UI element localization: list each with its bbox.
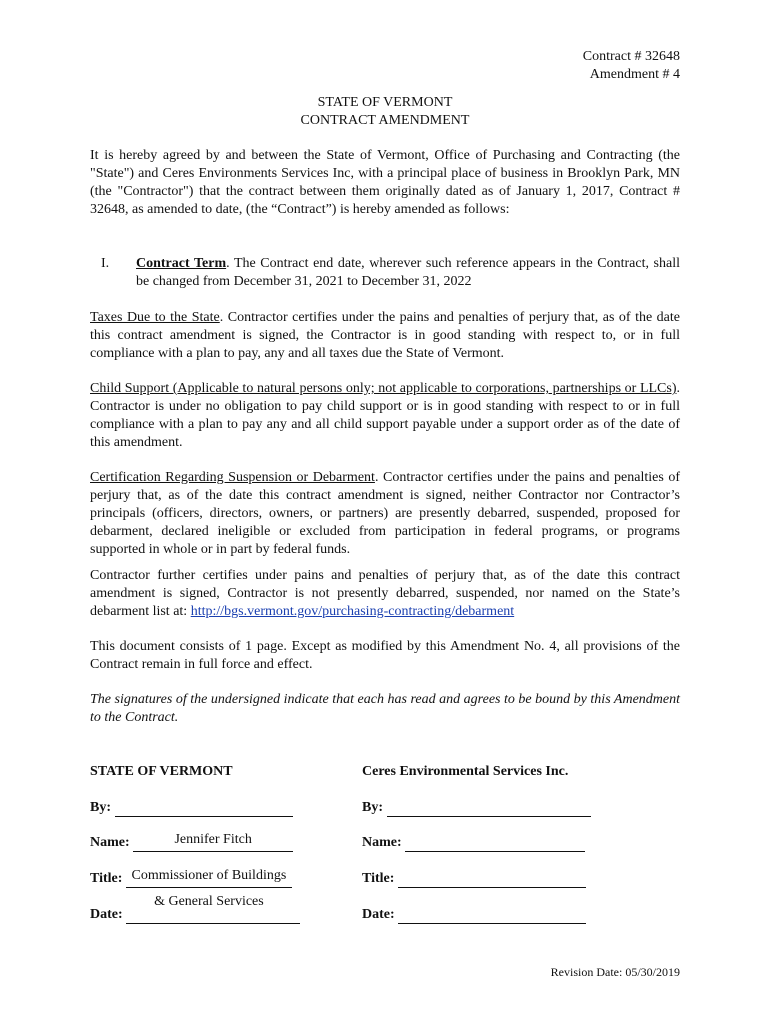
signatures-note: The signatures of the undersigned indicate that each has read and agrees to be bound by this Amendment to the Contract. <box>90 692 680 725</box>
contractor-name-row <box>362 834 585 852</box>
further-certification-paragraph <box>90 567 680 621</box>
contractor-title-line[interactable] <box>398 873 586 888</box>
certification-heading: Certification Regarding Suspension or Debarment <box>90 470 375 485</box>
document-title <box>0 94 770 130</box>
contract-header <box>583 48 680 84</box>
contractor-name-label: Name: <box>362 835 402 850</box>
intro-paragraph: It is hereby agreed by and between the State of Vermont, Office of Purchasing and Contracting (the "State") and Ceres Environments Services Inc, with a principal place of business in Brooklyn Park, MN (the "Contractor") that the contract between them originally dated as of January 1, 2017, Contract # 32648, as amended to date, (the “Contract”) is hereby amended as follows: <box>90 148 680 217</box>
state-party-label: STATE OF VERMONT <box>90 764 233 779</box>
taxes-heading: Taxes Due to the State <box>90 310 220 325</box>
contractor-date-row <box>362 906 586 924</box>
revision-date: Revision Date: 05/30/2019 <box>550 965 680 979</box>
contractor-name-line[interactable] <box>405 837 585 852</box>
state-name-value: Jennifer Fitch <box>174 832 252 847</box>
title-line-1: STATE OF VERMONT <box>317 95 453 110</box>
contractor-by-label: By: <box>362 800 383 815</box>
child-support-heading: Child Support (Applicable to natural persons only; not applicable to corporations, partnerships or LLCs) <box>90 381 677 396</box>
state-date-line[interactable] <box>126 909 300 924</box>
consists-paragraph: This document consists of 1 page. Except as modified by this Amendment No. 4, all provisions of the Contract remain in full force and effect. <box>90 639 680 672</box>
state-title-label: Title: <box>90 871 123 886</box>
state-title-value-line1: Commissioner of Buildings <box>131 868 287 883</box>
contractor-title-label: Title: <box>362 871 395 886</box>
further-text: Contractor further certifies under pains and penalties of perjury that, as of the date this contract amendment is signed, Contractor is not presently debarred, suspended, nor named on the State’s debarment list at: <box>90 568 680 619</box>
child-support-text: . Contractor is under no obligation to pay child support or is in good standing with respect to or in full compliance with a plan to pay any and all child support payable under a support order as of the date of this amendment. <box>90 381 680 450</box>
certification-text: . Contractor certifies under the pains and penalties of perjury that, as of the date this contract amendment is signed, neither Contractor nor Contractor’s principals (officers, directors, owners, or partners) are presently debarred, suspended, proposed for debarment, declared ineligible or excluded from participation in federal programs, or programs supported in whole or in part by federal funds. <box>90 470 680 557</box>
state-title-line[interactable] <box>126 868 292 909</box>
contractor-by-signature-line[interactable] <box>387 802 591 817</box>
state-title-value-line2: & General Services <box>154 894 264 909</box>
amendment-number: Amendment # 4 <box>589 67 680 82</box>
contract-term-item <box>136 255 680 291</box>
state-name-row <box>90 834 293 852</box>
contract-number: Contract # 32648 <box>582 49 680 64</box>
taxes-paragraph <box>90 309 680 363</box>
state-date-row <box>90 906 300 924</box>
item-number: I. <box>101 256 110 271</box>
state-by-signature-line[interactable] <box>115 802 293 817</box>
contractor-date-line[interactable] <box>398 909 586 924</box>
contract-term-heading: Contract Term <box>136 256 227 271</box>
contractor-party-label: Ceres Environmental Services Inc. <box>362 764 569 779</box>
state-by-label: By: <box>90 800 111 815</box>
certification-paragraph <box>90 469 680 559</box>
contractor-date-label: Date: <box>362 907 395 922</box>
state-title-row <box>90 868 292 909</box>
title-line-2: CONTRACT AMENDMENT <box>300 113 470 128</box>
contractor-by-row <box>362 799 591 817</box>
state-name-label: Name: <box>90 835 130 850</box>
child-support-paragraph <box>90 380 680 452</box>
contract-term-text: . The Contract end date, wherever such reference appears in the Contract, shall be changed from December 31, 2021 to December 31, 2022 <box>136 256 680 289</box>
state-by-row <box>90 799 293 817</box>
debarment-list-link[interactable]: http://bgs.vermont.gov/purchasing-contracting/debarment <box>190 604 515 619</box>
state-date-label: Date: <box>90 907 123 922</box>
taxes-text: . Contractor certifies under the pains and penalties of perjury that, as of the date this contract amendment is signed, the Contractor is in good standing with respect to, or in full compliance with a plan to pay, any and all taxes due the State of Vermont. <box>90 310 680 361</box>
contractor-title-row <box>362 870 586 888</box>
state-name-line[interactable] <box>133 832 293 852</box>
